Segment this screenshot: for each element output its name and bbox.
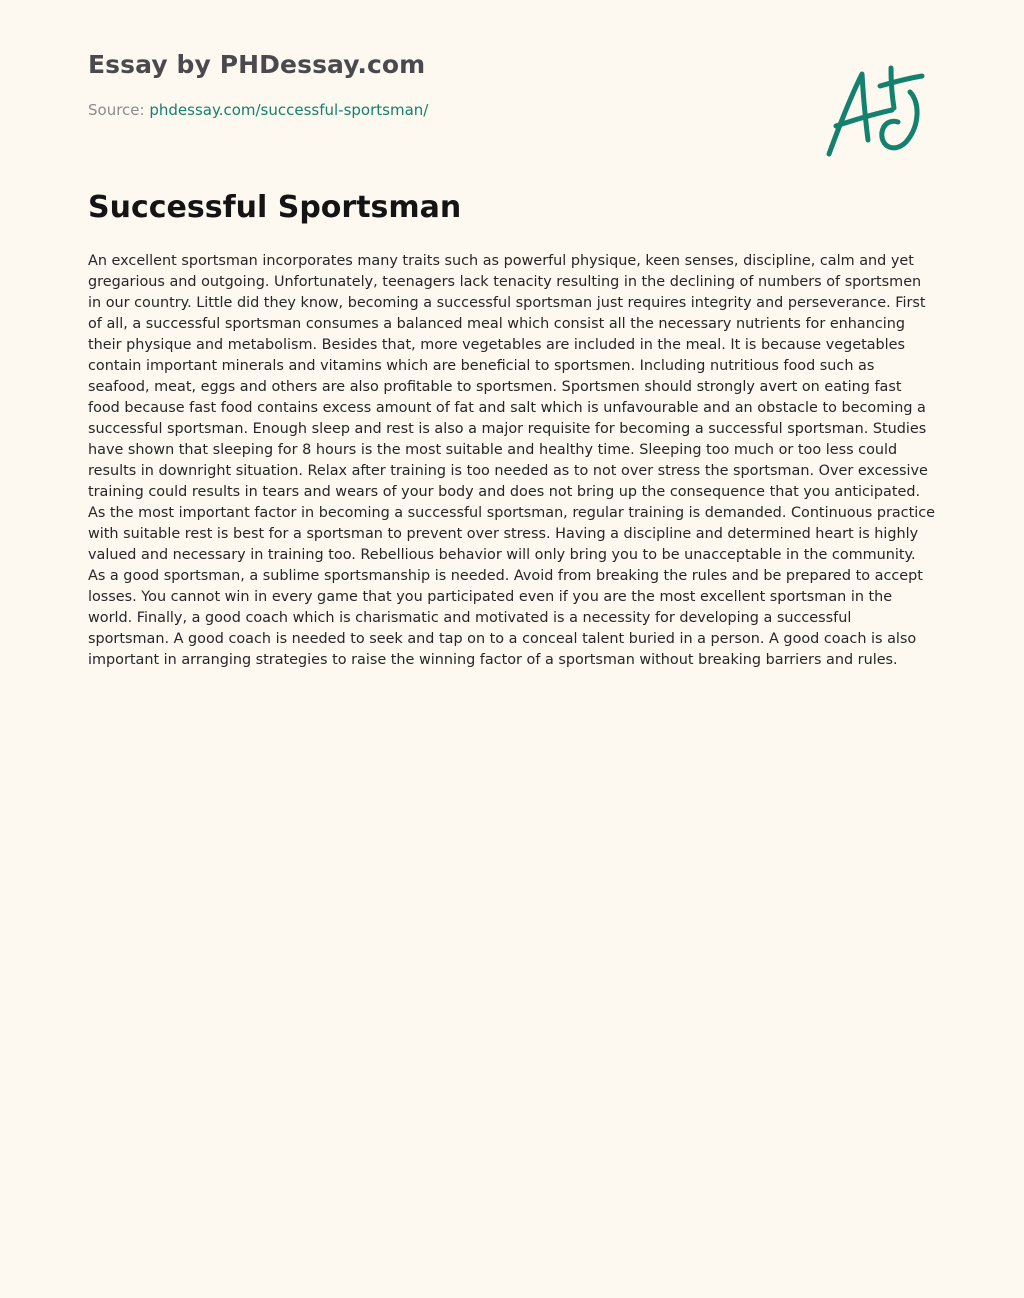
essay-title: Successful Sportsman (88, 190, 462, 225)
source-line (88, 101, 428, 119)
source-link[interactable]: phdessay.com/successful-sportsman/ (149, 101, 429, 119)
site-title: Essay by PHDessay.com (88, 50, 426, 79)
a-plus-logo-icon (822, 62, 930, 162)
source-label: Source: (88, 101, 145, 119)
essay-body: An excellent sportsman incorporates many traits such as powerful physique, keen senses, discipline, calm and yet gregarious and outgoing. Unfortunately, teenagers lack tenacity resulting in the declining of numbers of sportsmen in our country. Little did they know, becoming a successful sportsman just requires integrity and perseverance. First of all, a successful sportsman consumes a balanced meal which consist all the necessary nutrients for enhancing their physique and metabolism. Besides that, more vegetables are included in the meal. It is because vegetables contain important minerals and vitamins which are beneficial to sportsmen. Including nutritious food such as seafood, meat, eggs and others are also profitable to sportsmen. Sportsmen should strongly avert on eating fast food because fast food contains excess amount of fat and salt which is unfavourable and an obstacle to becoming a successful sportsman. Enough sleep and rest is also a major requisite for becoming a successful sportsman. Studies have shown that sleeping for 8 hours is the most suitable and healthy time. Sleeping too much or too less could results in downright situation. Relax after training is too needed as to not over stress the sportsman. Over excessive training could results in tears and wears of your body and does not bring up the consequence that you anticipated. As the most important factor in becoming a successful sportsman, regular training is demanded. Continuous practice with suitable rest is best for a sportsman to prevent over stress. Having a discipline and determined heart is highly valued and necessary in training too. Rebellious behavior will only bring you to be unacceptable in the community. As a good sportsman, a sublime sportsmanship is needed. Avoid from breaking the rules and be prepared to accept losses. You cannot win in every game that you participated even if you are the most excellent sportsman in the world. Finally, a good coach which is charismatic and motivated is a necessity for developing a successful sportsman. A good coach is needed to seek and tap on to a conceal talent buried in a person. A good coach is also important in arranging strategies to raise the winning factor of a sportsman without breaking barriers and rules. (88, 253, 936, 668)
